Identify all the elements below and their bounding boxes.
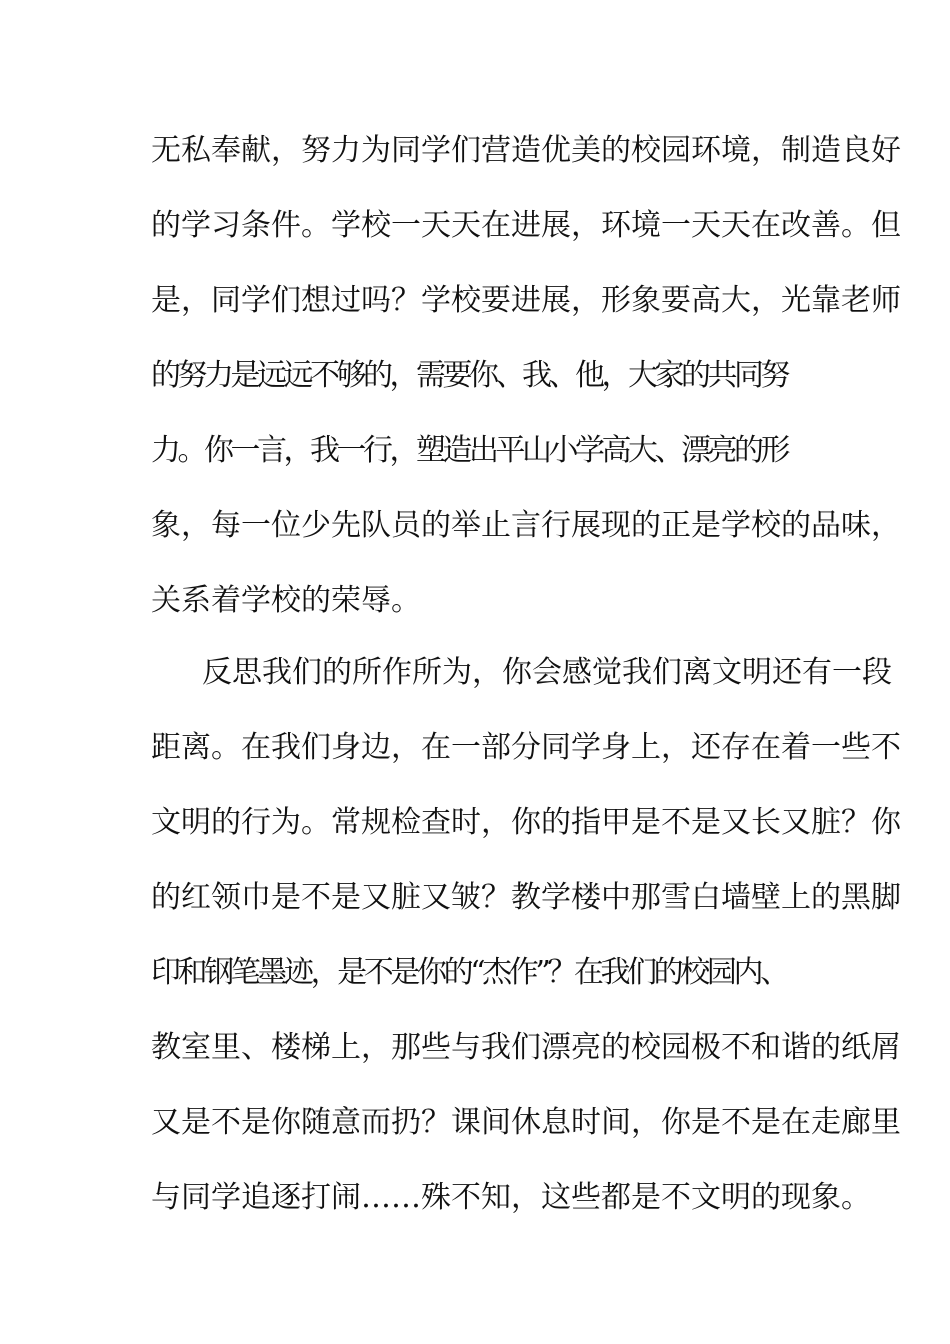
text-line: 距离。在我们身边，在一部分同学身上，还存在着一些不 [151,730,901,765]
text-line: 力。你一言，我一行，塑造出平山小学高大、漂亮的形 [151,433,787,468]
text-line: 无私奉献，努力为同学们营造优美的校园环境，制造良好 [151,133,901,168]
text-line: 的学习条件。学校一天天在进展，环境一天天在改善。但 [151,208,901,243]
text-line: 的努力是远远不够的，需要你、我、他，大家的共同努 [151,358,787,393]
text-line: 文明的行为。常规检查时，你的指甲是不是又长又脏？你 [151,805,901,840]
text-line: 与同学追逐打闹……殊不知，这些都是不文明的现象。 [151,1180,871,1215]
text-line: 象，每一位少先队员的举止言行展现的正是学校的品味， [151,508,901,543]
text-line: 关系着学校的荣辱。 [151,583,421,618]
text-line: 的红领巾是不是又脏又皱？教学楼中那雪白墙壁上的黑脚 [151,880,901,915]
paragraph-first-line: 反思我们的所作所为，你会感觉我们离文明还有一段 [202,655,892,690]
text-line: 教室里、楼梯上，那些与我们漂亮的校园极不和谐的纸屑 [151,1030,901,1065]
text-line: 是，同学们想过吗？学校要进展，形象要高大，光靠老师 [151,283,901,318]
text-line: 印和钢笔墨迹，是不是你的“杰作”？在我们的校园内、 [151,955,787,990]
text-line: 又是不是你随意而扔？课间休息时间，你是不是在走廊里 [151,1105,901,1140]
